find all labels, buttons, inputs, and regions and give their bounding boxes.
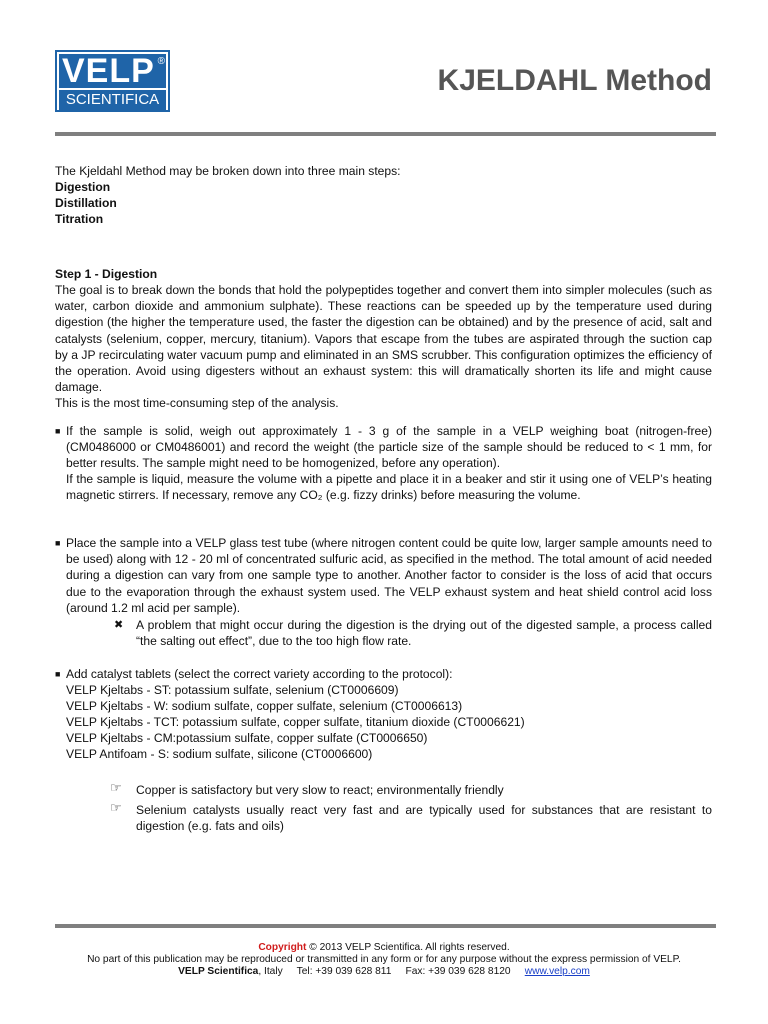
bullet2-salting-out: A problem that might occur during the digestion is the drying out of the digested sample, a process called “the salting out effect”, due to the too high flow rate. [136,618,712,649]
catalyst-item: VELP Kjeltabs - W: sodium sulfate, copper sulfate, selenium (CT0006613) [66,699,463,713]
velp-logo [55,50,170,112]
logo-registered-mark: ® [157,56,165,67]
page-title: KJELDAHL Method [437,64,712,97]
footer-company: VELP Scientifica [178,966,259,977]
cross-bullet-icon: ✖ [114,619,124,631]
footer-copyright [0,942,768,954]
pointing-hand-icon: ☞ [110,800,122,815]
catalyst-item: VELP Antifoam - S: sodium sulfate, silicone (CT0006600) [66,747,373,761]
footer-contact-text: , Italy Tel: +39 039 628 811 Fax: +39 039 628 8120 [258,966,525,977]
bullet3-catalyst-intro: Add catalyst tablets (select the correct variety according to the protocol): [66,667,453,681]
catalyst-item: VELP Kjeltabs - CM:potassium sulfate, copper sulfate (CT0006650) [66,731,428,745]
bullet-square-icon: ■ [55,538,61,548]
bullet2-glass-tube: Place the sample into a VELP glass test tube (where nitrogen content could be quite low, larger sample amounts need to be used) along with 12 - 20 ml of concentrated sulfuric acid, as specified in the method. The total amount of acid needed during a digestion can vary from one sample type to another. Another factor to consider is the loss of acid that occurs due to the evaporation through the exhaust system used. The VELP exhaust system and heat shield control acid loss (around 1.2 ml acid per sample). [66,536,712,615]
website-link[interactable]: www.velp.com [524,966,590,977]
footer-contact [0,966,768,978]
step-titration: Titration [55,212,104,226]
logo-velp-text: VELP [59,54,166,88]
note-selenium: Selenium catalysts usually react very fast and are typically used for substances that are resistant to digestion (e.g. fats and oils) [136,803,712,834]
step-distillation: Distillation [55,196,117,210]
step-digestion: Digestion [55,180,111,194]
catalyst-item: VELP Kjeltabs - ST: potassium sulfate, selenium (CT0006609) [66,683,399,697]
intro-text: The Kjeldahl Method may be broken down into three main steps: [55,164,401,178]
pointing-hand-icon: ☞ [110,780,122,795]
copyright-label: Copyright [258,942,307,953]
bullet-square-icon: ■ [55,669,61,679]
bullet1-solid-sample: If the sample is solid, weigh out approximately 1 - 3 g of the sample in a VELP weighing boat (nitrogen-free) (CM0486000 or CM0486001) and record the weight (the particle size of the sample should be reduced to < 1 mm, for better results. The sample might need to be homogenized, before any operation). [66,424,712,471]
logo-scientifica-text: SCIENTIFICA [59,90,166,110]
footer-disclaimer: No part of this publication may be reproduced or transmitted in any form or for any purpose without the express permission of VELP. [87,954,681,965]
footer-divider [55,924,716,928]
catalyst-item: VELP Kjeltabs - TCT: potassium sulfate, copper sulfate, titanium dioxide (CT0006621) [66,715,525,729]
bullet1-liquid-sample: If the sample is liquid, measure the volume with a pipette and place it in a beaker and stir it using one of VELP’s heating magnetic stirrers. If necessary, remove any CO₂ (e.g. fizzy drinks) before measuring the volume. [66,472,712,503]
header-divider [55,132,716,136]
note-copper: Copper is satisfactory but very slow to react; environmentally friendly [136,783,504,797]
copyright-text: © 2013 VELP Scientifica. All rights reserved. [306,942,510,953]
step1-heading: Step 1 - Digestion [55,267,158,281]
step1-body: The goal is to break down the bonds that hold the polypeptides together and convert them into simpler molecules (such as water, carbon dioxide and ammonium sulphate). These reactions can be speeded up by the temperature used during digestion (the higher the temperature used, the faster the digestion can be obtained) and by the presence of acid, salt and catalysts (selenium, copper, mercury, titanium). Vapors that escape from the tubes are aspirated through the suction cap by a JP recirculating water vacuum pump and eliminated in an SMS scrubber. This configuration optimizes the efficiency of the operation. Avoid using digesters without an exhaust system: this will dramatically shorten its life and might cause damage. [55,283,712,395]
bullet-square-icon: ■ [55,426,61,436]
step1-note: This is the most time-consuming step of the analysis. [55,396,339,410]
